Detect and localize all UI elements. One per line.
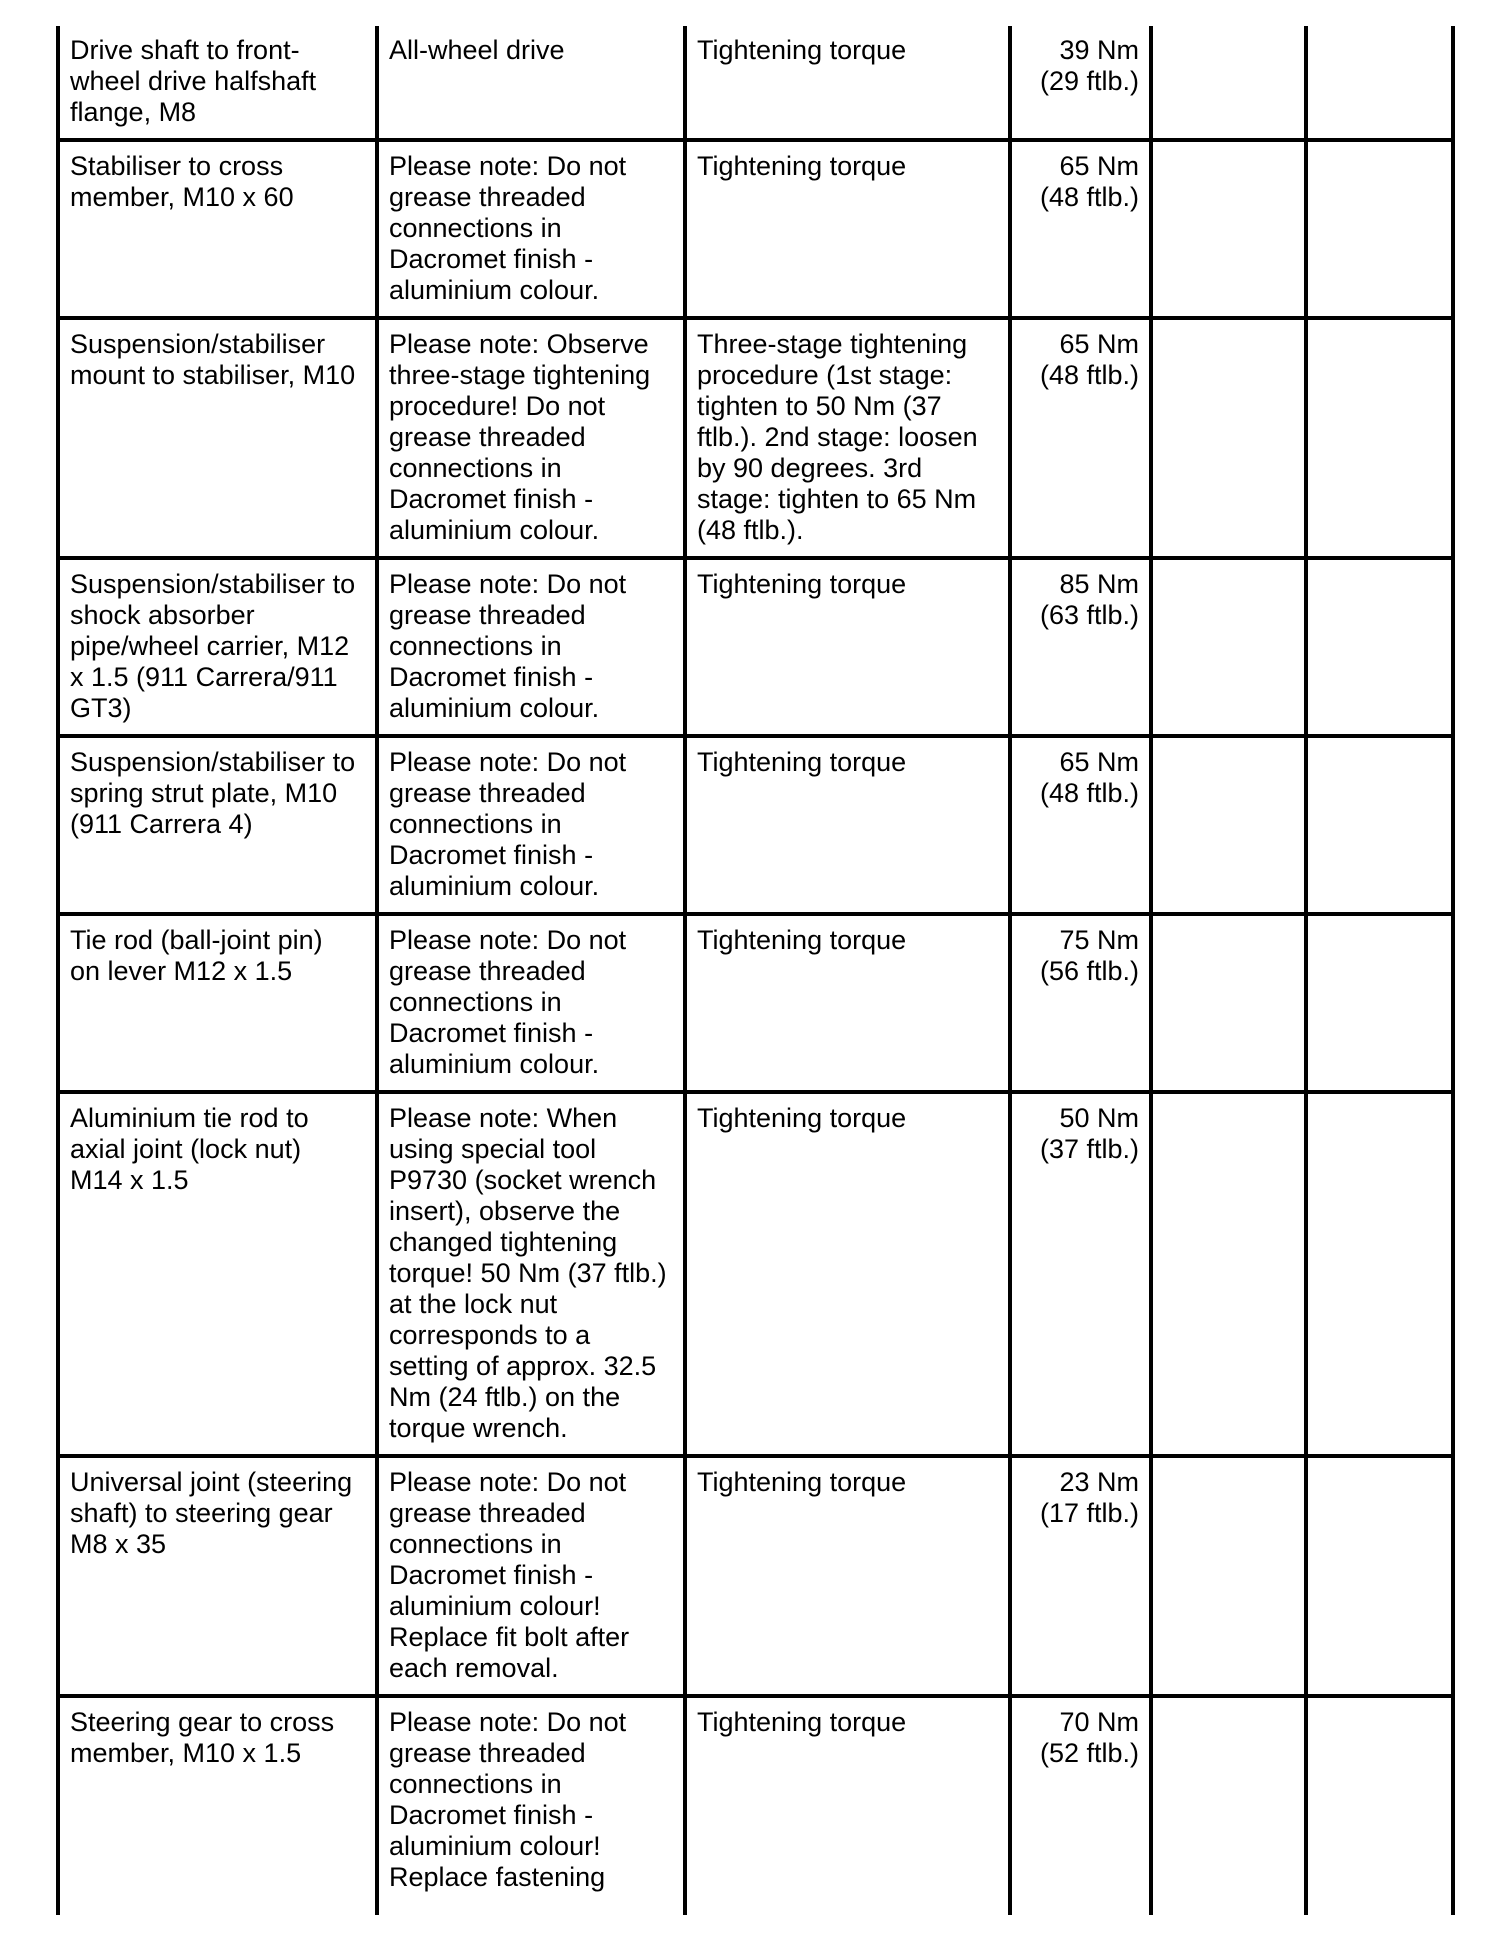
torque-value-cell: 75 Nm (56 ftlb.) — [1010, 914, 1151, 1092]
empty-cell — [1151, 1092, 1306, 1456]
specification-type-cell: Tightening torque — [685, 1696, 1010, 1915]
note-cell: Please note: When using special tool P9730 (socket wrench insert), observe the changed tightening torque! 50 Nm (37 ftlb.) at the lock nut corresponds to a setting of approx. 32.5 Nm (24 ftlb.) on the torque wrench. — [377, 1092, 685, 1456]
torque-value-cell: 65 Nm (48 ftlb.) — [1010, 140, 1151, 318]
note-cell: Please note: Observe three-stage tightening procedure! Do not grease threaded connections in Dacromet finish - aluminium colour. — [377, 318, 685, 558]
empty-cell — [1306, 1092, 1453, 1456]
specification-type-cell: Tightening torque — [685, 558, 1010, 736]
specification-type-cell: Tightening torque — [685, 914, 1010, 1092]
empty-cell — [1306, 558, 1453, 736]
empty-cell — [1151, 26, 1306, 140]
empty-cell — [1151, 1456, 1306, 1696]
component-cell: Stabiliser to cross member, M10 x 60 — [58, 140, 377, 318]
note-cell: All-wheel drive — [377, 26, 685, 140]
empty-cell — [1151, 914, 1306, 1092]
empty-cell — [1151, 736, 1306, 914]
note-cell: Please note: Do not grease threaded connections in Dacromet finish - aluminium colour! Replace fit bolt after each removal. — [377, 1456, 685, 1696]
note-cell: Please note: Do not grease threaded connections in Dacromet finish - aluminium colour. — [377, 736, 685, 914]
torque-value-cell: 65 Nm (48 ftlb.) — [1010, 318, 1151, 558]
component-cell: Universal joint (steering shaft) to steering gear M8 x 35 — [58, 1456, 377, 1696]
torque-spec-sheet — [56, 26, 1451, 1915]
component-cell: Drive shaft to front- wheel drive halfshaft flange, M8 — [58, 26, 377, 140]
empty-cell — [1306, 140, 1453, 318]
table-row — [58, 1696, 1453, 1915]
component-cell: Suspension/stabiliser mount to stabiliser, M10 — [58, 318, 377, 558]
note-cell: Please note: Do not grease threaded connections in Dacromet finish - aluminium colour. — [377, 140, 685, 318]
torque-spec-table — [56, 26, 1455, 1915]
empty-cell — [1151, 558, 1306, 736]
empty-cell — [1151, 318, 1306, 558]
empty-cell — [1306, 1696, 1453, 1915]
table-row — [58, 26, 1453, 140]
empty-cell — [1306, 26, 1453, 140]
table-row — [58, 1092, 1453, 1456]
specification-type-cell: Tightening torque — [685, 736, 1010, 914]
table-row — [58, 140, 1453, 318]
specification-type-cell: Tightening torque — [685, 1456, 1010, 1696]
component-cell: Suspension/stabiliser to shock absorber pipe/wheel carrier, M12 x 1.5 (911 Carrera/911 GT3) — [58, 558, 377, 736]
empty-cell — [1306, 914, 1453, 1092]
table-row — [58, 558, 1453, 736]
empty-cell — [1306, 1456, 1453, 1696]
empty-cell — [1151, 140, 1306, 318]
table-row — [58, 736, 1453, 914]
note-cell: Please note: Do not grease threaded connections in Dacromet finish - aluminium colour. — [377, 558, 685, 736]
empty-cell — [1306, 736, 1453, 914]
note-cell: Please note: Do not grease threaded connections in Dacromet finish - aluminium colour! Replace fastening — [377, 1696, 685, 1915]
specification-type-cell: Tightening torque — [685, 26, 1010, 140]
component-cell: Suspension/stabiliser to spring strut plate, M10 (911 Carrera 4) — [58, 736, 377, 914]
torque-value-cell: 85 Nm (63 ftlb.) — [1010, 558, 1151, 736]
component-cell: Aluminium tie rod to axial joint (lock nut) M14 x 1.5 — [58, 1092, 377, 1456]
table-row — [58, 914, 1453, 1092]
table-row — [58, 318, 1453, 558]
torque-value-cell: 23 Nm (17 ftlb.) — [1010, 1456, 1151, 1696]
table-row — [58, 1456, 1453, 1696]
specification-type-cell: Three-stage tightening procedure (1st stage: tighten to 50 Nm (37 ftlb.). 2nd stage: loosen by 90 degrees. 3rd stage: tighten to 65 Nm (48 ftlb.). — [685, 318, 1010, 558]
torque-value-cell: 50 Nm (37 ftlb.) — [1010, 1092, 1151, 1456]
torque-value-cell: 65 Nm (48 ftlb.) — [1010, 736, 1151, 914]
torque-value-cell: 39 Nm (29 ftlb.) — [1010, 26, 1151, 140]
empty-cell — [1306, 318, 1453, 558]
component-cell: Tie rod (ball-joint pin) on lever M12 x 1.5 — [58, 914, 377, 1092]
specification-type-cell: Tightening torque — [685, 1092, 1010, 1456]
empty-cell — [1151, 1696, 1306, 1915]
note-cell: Please note: Do not grease threaded connections in Dacromet finish - aluminium colour. — [377, 914, 685, 1092]
component-cell: Steering gear to cross member, M10 x 1.5 — [58, 1696, 377, 1915]
specification-type-cell: Tightening torque — [685, 140, 1010, 318]
torque-value-cell: 70 Nm (52 ftlb.) — [1010, 1696, 1151, 1915]
